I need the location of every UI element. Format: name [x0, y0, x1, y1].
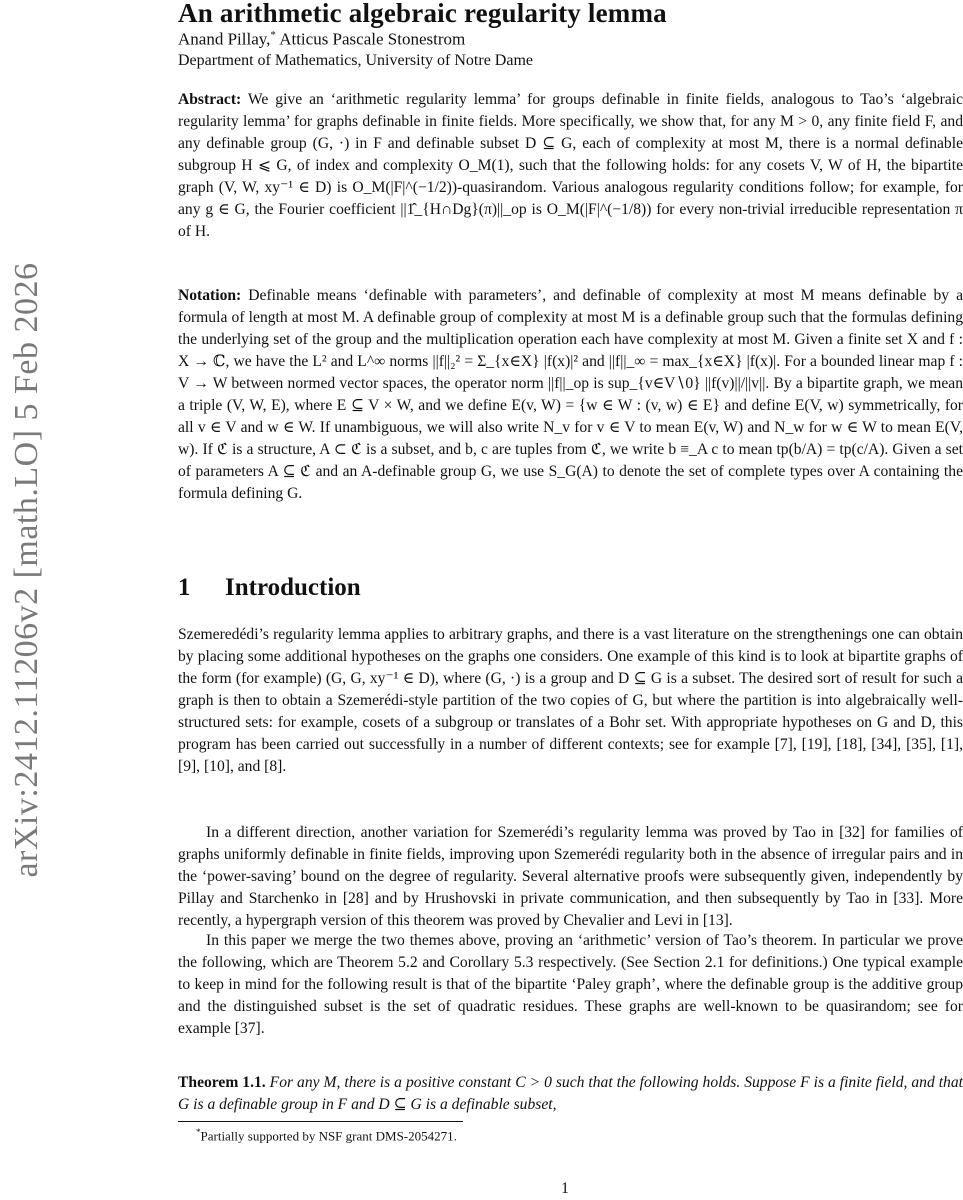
author-names-rest: Atticus Pascale Stonestrom [275, 29, 466, 49]
section-heading [178, 574, 361, 602]
paper-title: An arithmetic algebraic regularity lemma [178, 0, 667, 28]
affiliation: Department of Mathematics, University of Notre Dame [178, 52, 533, 69]
intro-paragraph-1: Szemeredédi’s regularity lemma applies to arbitrary graphs, and there is a vast literature on the strengthenings one can obtain by placing some additional hypotheses on the graphs one considers. One example of this kind is to look at bipartite graphs of the form (for example) (G, G, xy⁻¹ ∈ D), where (G, ·) is a group and D ⊆ G is a subset. The desired sort of result for such a graph is then to obtain a Szemerédi-style partition of the two copies of G, but where the partition is into algebraically well-structured sets: for example, cosets of a subgroup or translates of a Bohr set. With appropriate hypotheses on G and D, this program has been carried out successfully in a number of different contexts; see for example [7], [19], [18], [34], [35], [1], [9], [10], and [8]. [178, 626, 963, 775]
footnote-text: Partially supported by NSF grant DMS-2054271. [200, 1128, 457, 1144]
arxiv-side-stamp [2, 180, 52, 960]
footnote-mark: * [196, 1127, 201, 1137]
footnote [196, 1127, 457, 1144]
arxiv-identifier: arXiv:2412.11206v2 [math.LO] 5 Feb 2026 [8, 262, 45, 878]
section-number: 1 [178, 574, 191, 601]
notation [178, 285, 963, 505]
footnote-rule [178, 1121, 463, 1122]
notation-text: Definable means ‘definable with parameters’, and definable of complexity at most M means definable by a formula of length at most M. A definable group of complexity at most M is a definable group such that the formulas defining the underlying set of the group and the multiplication operation each have complexity at most M. Given a finite set X and f : X → ℂ, we have the L² and L^∞ norms ||f||₂² = Σ_{x∈X} |f(x)|² and ||f||_∞ = max_{x∈X} |f(x)|. For a bounded linear map f : V → W between normed vector spaces, the operator norm ||f||_op is sup_{v∈V∖0} ||f(v)||/||v||. By a bipartite graph, we mean a triple (V, W, E), where E ⊆ V × W, and we define E(v, W) = {w ∈ W : (v, w) ∈ E} and define E(V, w) symmetrically, for all v ∈ V and w ∈ W. If unambiguous, we will also write N_v for v ∈ V to mean E(v, W) and N_w for w ∈ W to mean E(V, w). If ℭ is a structure, A ⊂ ℭ is a subset, and b, c are tuples from ℭ, we write b ≡_A c to mean tp(b/A) = tp(c/A). Given a set of parameters A ⊆ ℭ and an A-definable group G, we use S_G(A) to denote the set of complete types over A containing the formula defining G. [178, 287, 963, 502]
theorem-label: Theorem 1.1. [178, 1074, 266, 1091]
page-number: 1 [561, 1180, 569, 1197]
abstract [178, 89, 963, 243]
theorem-1-1 [178, 1072, 963, 1116]
theorem-text: For any M, there is a positive constant C > 0 such that the following holds. Suppose F is a finite field, and that G is a definable group in F and D ⊆ G is a definable subset, [178, 1074, 963, 1113]
section-title: Introduction [225, 574, 361, 601]
intro-paragraph-2: In a different direction, another variation for Szemerédi’s regularity lemma was proved by Tao in [32] for families of graphs uniformly definable in finite fields, improving upon Szemerédi regularity both in the absence of irregular pairs and in the ‘power-saving’ bound on the degree of regularity. Several alternative proofs were subsequently given, independently by Pillay and Starchenko in [28] and by Hrushovski in private communication, and then subsequently by Tao in [33]. More recently, a hypergraph version of this theorem was proved by Chevalier and Levi in [13]. [178, 824, 963, 929]
notation-label: Notation: [178, 287, 242, 304]
intro-paragraph-3: In this paper we merge the two themes above, proving an ‘arithmetic’ version of Tao’s theorem. In particular we prove the following, which are Theorem 5.2 and Corollary 5.3 respectively. (See Section 2.1 for definitions.) One typical example to keep in mind for the following result is that of the bipartite ‘Paley graph’, where the definable group is the additive group and the distinguished subset is the set of quadratic residues. These graphs are well-known to be quasirandom; see for example [37]. [178, 932, 963, 1037]
abstract-label: Abstract: [178, 91, 242, 108]
abstract-text: We give an ‘arithmetic regularity lemma’ for groups definable in finite fields, analogous to Tao’s ‘algebraic regularity lemma’ for graphs definable in finite fields. More specifically, we show that, for any M > 0, any finite field F, and any definable group (G, ·) in F and definable subset D ⊆ G, each of complexity at most M, there is a normal definable subgroup H ⩽ G, of index and complexity O_M(1), such that the following holds: for any cosets V, W of H, the bipartite graph (V, W, xy⁻¹ ∈ D) is O_M(|F|^(−1/2))-quasirandom. Various analogous regularity conditions follow; for example, for any g ∈ G, the Fourier coefficient ||1̂_{H∩Dg}(π)||_op is O_M(|F|^(−1/8)) for every non-trivial irreducible representation π of H. [178, 91, 963, 240]
author-names: Anand Pillay, [178, 29, 271, 49]
author-line [178, 29, 465, 50]
footnote-marker: * [270, 29, 276, 41]
